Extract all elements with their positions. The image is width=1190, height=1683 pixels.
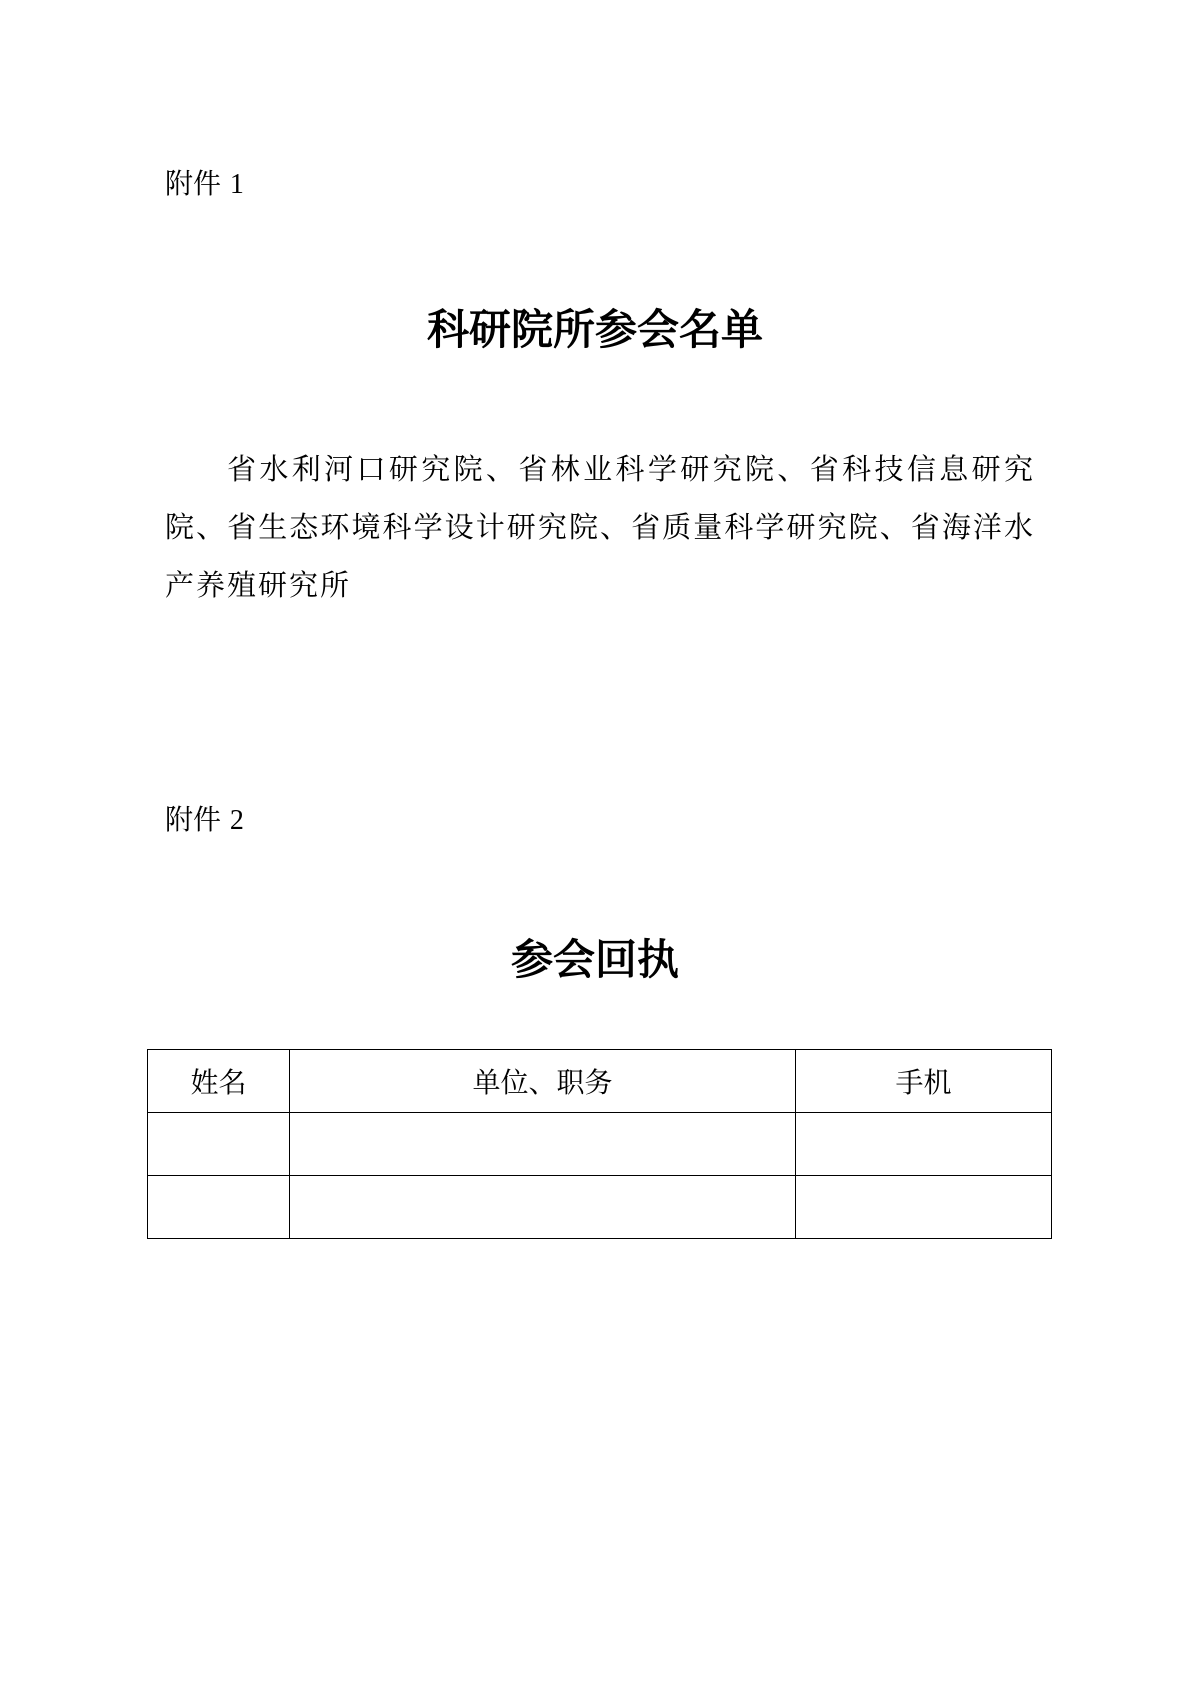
header-phone: 手机 <box>796 1050 1052 1113</box>
header-name: 姓名 <box>148 1050 290 1113</box>
table-header-row <box>148 1050 1052 1113</box>
header-unit-position: 单位、职务 <box>290 1050 796 1113</box>
cell-unit-position[interactable] <box>290 1176 796 1239</box>
cell-name[interactable] <box>148 1113 290 1176</box>
attachment-2-label <box>165 800 244 841</box>
attachment-1-label-text: 附件 <box>165 167 222 200</box>
registration-table <box>147 1049 1052 1239</box>
attachment-1-label <box>165 164 244 205</box>
attachment-2-label-text: 附件 <box>165 803 222 836</box>
attachment-1-title: 科研院所参会名单 <box>426 305 763 354</box>
table-row <box>148 1113 1052 1176</box>
attachment-1-number: 1 <box>229 169 244 200</box>
cell-unit-position[interactable] <box>290 1113 796 1176</box>
attachment-2-number: 2 <box>229 805 244 836</box>
attachment-2-title: 参会回执 <box>510 935 679 984</box>
cell-name[interactable] <box>148 1176 290 1239</box>
attachment-1-body: 省水利河口研究院、省林业科学研究院、省科技信息研究院、省生态环境科学设计研究院、省质量科学研究院、省海洋水产养殖研究所 <box>165 452 1035 602</box>
cell-phone[interactable] <box>796 1176 1052 1239</box>
cell-phone[interactable] <box>796 1113 1052 1176</box>
table-row <box>148 1176 1052 1239</box>
